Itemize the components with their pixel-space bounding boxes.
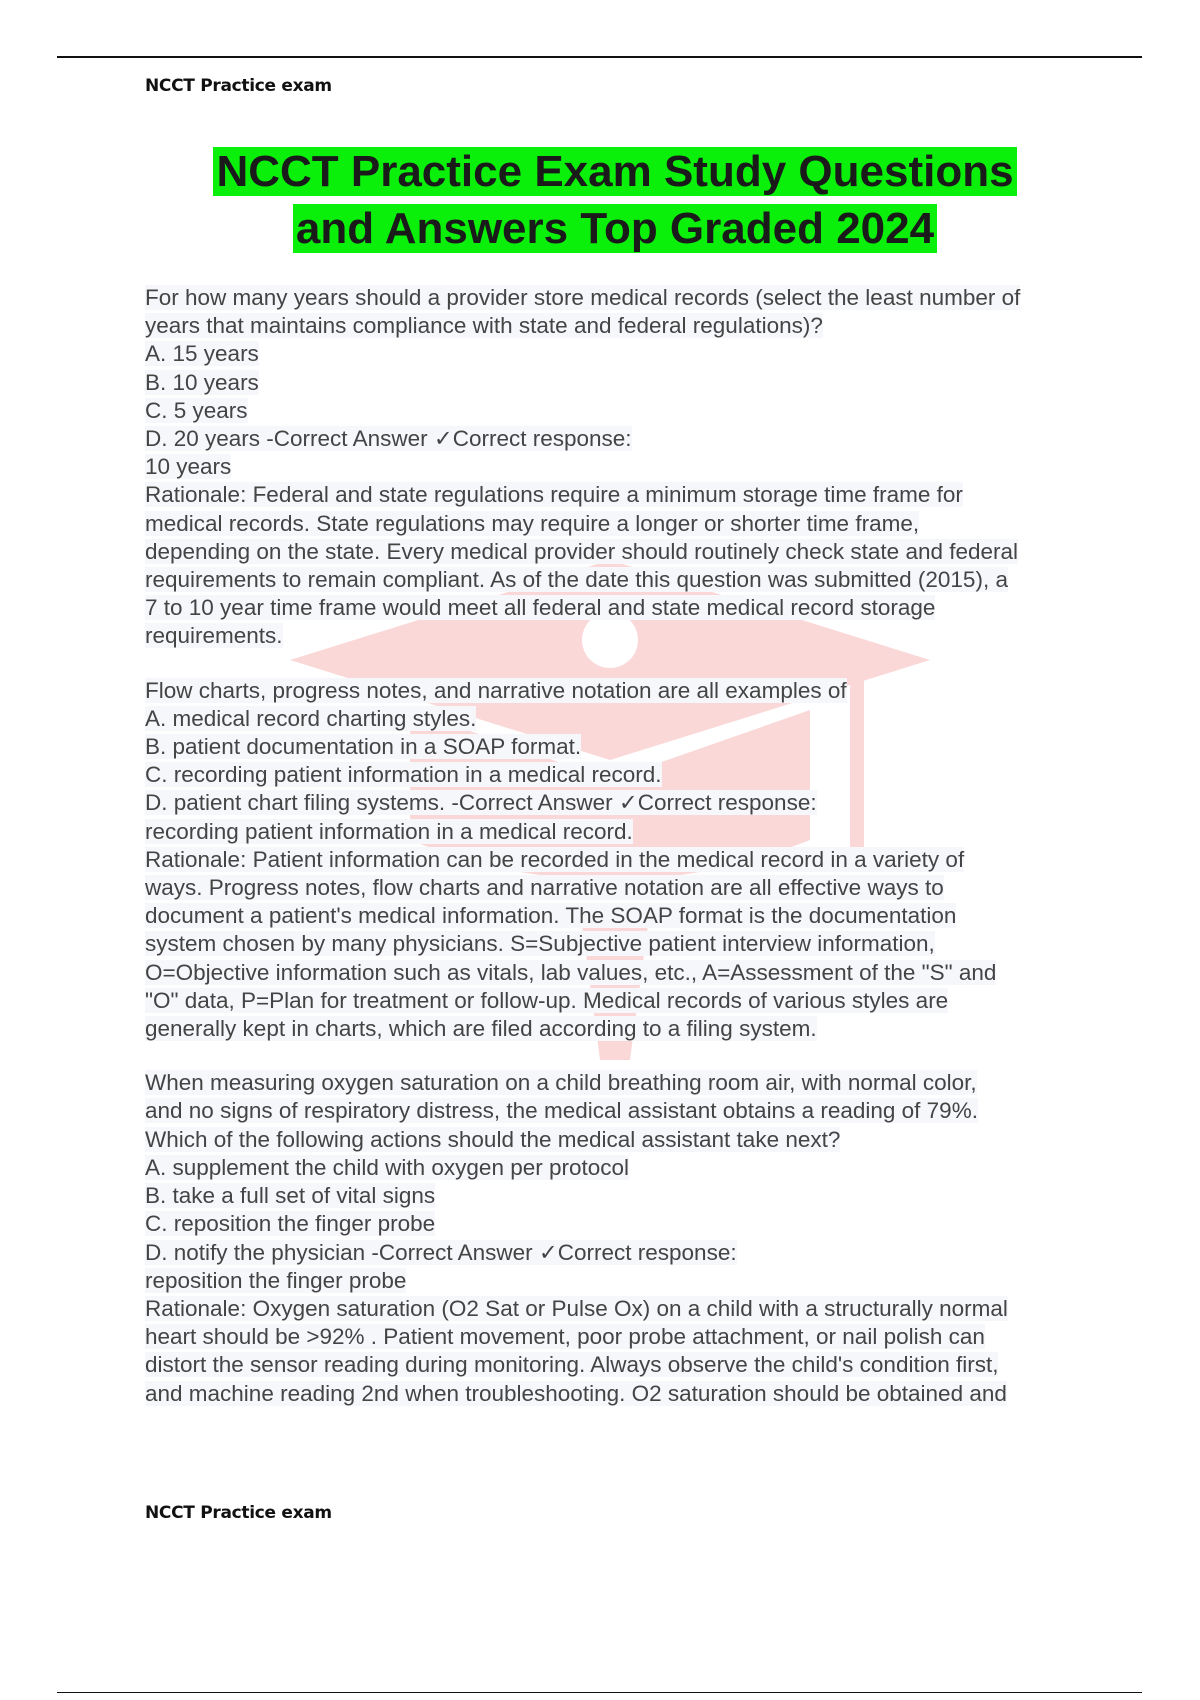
question-text: generally kept in charts, which are filed according to a filing system. [145, 1016, 817, 1042]
question-line [145, 510, 1105, 538]
question-text: For how many years should a provider store medical records (select the least number of [145, 285, 1021, 310]
question-line [145, 622, 1105, 650]
question-text: B. 10 years [145, 369, 259, 395]
question-line [145, 1210, 1105, 1238]
title-line-1: NCCT Practice Exam Study Questions [213, 147, 1016, 196]
question-text: A. 15 years [145, 341, 259, 367]
question-2 [145, 677, 1105, 1044]
question-line [145, 761, 1105, 789]
question-line [145, 481, 1105, 509]
question-line [145, 705, 1105, 733]
document-title [130, 143, 1100, 257]
question-text: Rationale: Oxygen saturation (O2 Sat or Pulse Ox) on a child with a structurally normal [145, 1295, 1008, 1321]
question-text: Rationale: Patient information can be recorded in the medical record in a variety of [145, 846, 965, 872]
question-text: 7 to 10 year time frame would meet all federal and state medical record storage [145, 595, 936, 621]
question-text: depending on the state. Every medical provider should routinely check state and federal [145, 538, 1019, 564]
question-text: D. patient chart filing systems. -Correct Answer ✓Correct response: [145, 790, 817, 816]
question-line [145, 959, 1105, 987]
question-text: document a patient's medical information. The SOAP format is the documentation [145, 903, 957, 929]
running-header: NCCT Practice exam [145, 76, 332, 96]
question-line [145, 453, 1105, 481]
question-text: Flow charts, progress notes, and narrative notation are all examples of [145, 677, 847, 703]
question-text: D. 20 years -Correct Answer ✓Correct response: [145, 426, 632, 452]
question-line [145, 538, 1105, 566]
question-text: recording patient information in a medical record. [145, 818, 633, 844]
question-1 [145, 284, 1105, 651]
question-line [145, 594, 1105, 622]
question-line [145, 284, 1105, 312]
question-text: years that maintains compliance with state and federal regulations)? [145, 313, 823, 339]
question-text: requirements to remain compliant. As of the date this question was submitted (2015), a [145, 567, 1008, 593]
question-line [145, 312, 1105, 340]
question-text: Rationale: Federal and state regulations require a minimum storage time frame for [145, 482, 963, 508]
question-line [145, 1380, 1105, 1408]
question-text: B. take a full set of vital signs [145, 1183, 436, 1209]
question-text: ways. Progress notes, flow charts and narrative notation are all effective ways to [145, 875, 944, 901]
question-text: requirements. [145, 623, 283, 649]
header-rule [57, 56, 1142, 58]
question-text: Which of the following actions should the medical assistant take next? [145, 1126, 841, 1152]
question-line [145, 340, 1105, 368]
question-line [145, 733, 1105, 761]
question-text: and no signs of respiratory distress, the medical assistant obtains a reading of 79%. [145, 1098, 978, 1124]
question-line [145, 1239, 1105, 1267]
question-line [145, 1126, 1105, 1154]
question-line [145, 1015, 1105, 1043]
question-line [145, 1295, 1105, 1323]
question-line [145, 1154, 1105, 1182]
question-text: system chosen by many physicians. S=Subjective patient interview information, [145, 931, 935, 957]
footer-rule [57, 1692, 1142, 1693]
question-line [145, 789, 1105, 817]
question-text: A. medical record charting styles. [145, 705, 477, 731]
question-text: 10 years [145, 454, 232, 480]
question-text: "O" data, P=Plan for treatment or follow-up. Medical records of various styles are [145, 987, 949, 1013]
question-text: medical records. State regulations may require a longer or shorter time frame, [145, 510, 920, 536]
question-line [145, 369, 1105, 397]
question-line [145, 677, 1105, 705]
question-text: C. recording patient information in a medical record. [145, 762, 662, 788]
question-text: reposition the finger probe [145, 1267, 407, 1293]
question-line [145, 1069, 1105, 1097]
question-text: When measuring oxygen saturation on a child breathing room air, with normal color, [145, 1070, 977, 1096]
question-line [145, 425, 1105, 453]
question-text: heart should be >92% . Patient movement, poor probe attachment, or nail polish can [145, 1324, 985, 1350]
question-line [145, 987, 1105, 1015]
question-line [145, 566, 1105, 594]
question-text: C. 5 years [145, 397, 248, 423]
title-line-2: and Answers Top Graded 2024 [293, 204, 937, 253]
question-line [145, 902, 1105, 930]
question-text: O=Objective information such as vitals, lab values, etc., A=Assessment of the "S" and [145, 959, 997, 985]
question-text: C. reposition the finger probe [145, 1211, 436, 1237]
question-line [145, 1323, 1105, 1351]
question-text: B. patient documentation in a SOAP format. [145, 734, 582, 760]
question-text: and machine reading 2nd when troubleshooting. O2 saturation should be obtained and [145, 1380, 1007, 1406]
question-line [145, 1097, 1105, 1125]
question-text: D. notify the physician -Correct Answer ✓Correct response: [145, 1239, 737, 1265]
question-line [145, 1267, 1105, 1295]
question-line [145, 846, 1105, 874]
question-line [145, 818, 1105, 846]
question-3 [145, 1069, 1105, 1407]
question-list [145, 284, 1105, 1408]
running-footer: NCCT Practice exam [145, 1503, 332, 1523]
question-text: A. supplement the child with oxygen per protocol [145, 1154, 630, 1180]
question-text: distort the sensor reading during monitoring. Always observe the child's condition first, [145, 1352, 999, 1378]
question-line [145, 874, 1105, 902]
question-line [145, 1351, 1105, 1379]
question-line [145, 1182, 1105, 1210]
question-line [145, 930, 1105, 958]
question-line [145, 397, 1105, 425]
